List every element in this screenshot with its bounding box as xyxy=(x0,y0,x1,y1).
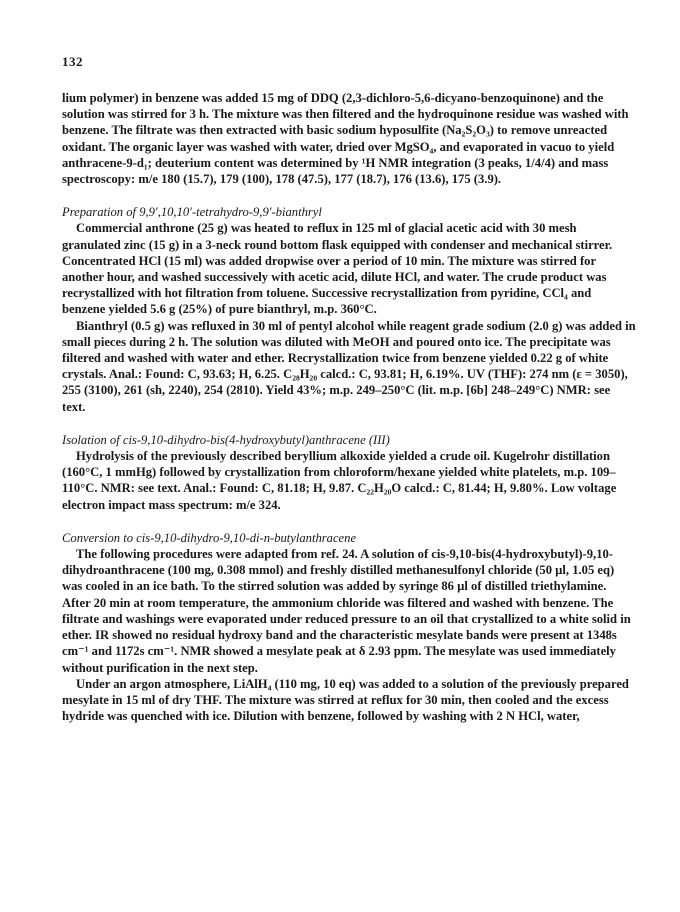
page-body xyxy=(62,90,636,724)
section-gap xyxy=(62,415,636,432)
bianthryl-paragraph-1: Commercial anthrone (25 g) was heated to reflux in 125 ml of glacial acetic acid with 30 mesh granulated zinc (15 g) in a 3-neck round bottom flask equipped with condenser and mechanical stirrer. Concentrated HCl (15 ml) was added dropwise over a period of 10 min. The mixture was stirred for another hour, and washed successively with acetic acid, dilute HCl, and water. The crude product was recrystallized with hot filtration from toluene. Successive recrystallization from pyridine, CCl₄ and benzene yielded 5.6 g (25%) of pure bianthryl, m.p. 360°C. xyxy=(62,221,613,317)
section-heading-conversion: Conversion to cis-9,10-dihydro-9,10-di-n-butylanthracene xyxy=(62,530,357,545)
page-number: 132 xyxy=(62,54,83,69)
conversion-paragraph-1: The following procedures were adapted from ref. 24. A solution of cis-9,10-bis(4-hydroxybutyl)-9,10-dihydroanthracene (100 mg, 0.308 mmol) and freshly distilled methanesulfonyl chloride (50 µl, 1.05 eq) was cooled in an ice bath. To the stirred solution was added by syringe 86 µl of distilled triethylamine. After 20 min at room temperature, the ammonium chloride was filtered and washed with benzene. The filtrate and washings were evaporated under reduced pressure to an oil that crystallized to a white solid in ether. IR showed no residual hydroxy band and the characteristic mesylate bands were present at 1348s cm⁻¹ and 1172s cm⁻¹. NMR showed a mesylate peak at δ 2.93 ppm. The mesylate was used immediately without purification in the next step. xyxy=(62,547,631,675)
isolation-paragraph: Hydrolysis of the previously described beryllium alkoxide yielded a crude oil. Kugelrohr distillation (160°C, 1 mmHg) followed by crystallization from chloroform/hexane yielded white platelets, m.p. 109–110°C. NMR: see text. Anal.: Found: C, 81.18; H, 9.87. C₂₂H₂₀O calcd.: C, 81.44; H, 9.80%. Low voltage electron impact mass spectrum: m/e 324. xyxy=(62,449,617,512)
section-gap xyxy=(62,513,636,530)
section-heading-bianthryl: Preparation of 9,9′,10,10′-tetrahydro-9,9′-bianthryl xyxy=(62,205,322,220)
conversion-paragraph-2: Under an argon atmosphere, LiAlH₄ (110 mg, 10 eq) was added to a solution of the previously prepared mesylate in 15 ml of dry THF. The mixture was stirred at reflux for 30 min, then cooled and the excess hydride was quenched with ice. Dilution with benzene, followed by washing with 2 N HCl, water, xyxy=(62,676,629,724)
section-gap xyxy=(62,187,636,204)
section-heading-isolation: Isolation of cis-9,10-dihydro-bis(4-hydroxybutyl)anthracene (III) xyxy=(62,432,390,447)
bianthryl-paragraph-2: Bianthryl (0.5 g) was refluxed in 30 ml of pentyl alcohol while reagent grade sodium (2.0 g) was added in small pieces during 2 h. The solution was diluted with MeOH and poured onto ice. The precipitate was filtered and washed with water and ether. Recrystallization twice from benzene yielded 0.22 g of white crystals. Anal.: Found: C, 93.63; H, 6.25. C₂₈H₂₀ calcd.: C, 93.81; H, 6.19%. UV (THF): 274 nm (ε = 3050), 255 (3100), 261 (sh, 2240), 254 (2810). Yield 43%; m.p. 249–250°C (lit. m.p. [6b] 248–249°C) NMR: see text. xyxy=(62,318,636,414)
intro-paragraph: lium polymer) in benzene was added 15 mg of DDQ (2,3-dichloro-5,6-dicyano-benzoquinone) and the solution was stirred for 3 h. The mixture was then filtered and the hydroquinone residue was washed with benzene. The filtrate was then extracted with basic sodium hyposulfite (Na₂S₂O₃) to remove unreacted oxidant. The organic layer was washed with water, dried over MgSO₄, and evaporated in vacuo to yield anthracene-9-d₁; deuterium content was determined by ¹H NMR integration (3 peaks, 1/4/4) and mass spectroscopy: m/e 180 (15.7), 179 (100), 178 (47.5), 177 (18.7), 176 (13.6), 175 (3.9). xyxy=(62,91,629,187)
